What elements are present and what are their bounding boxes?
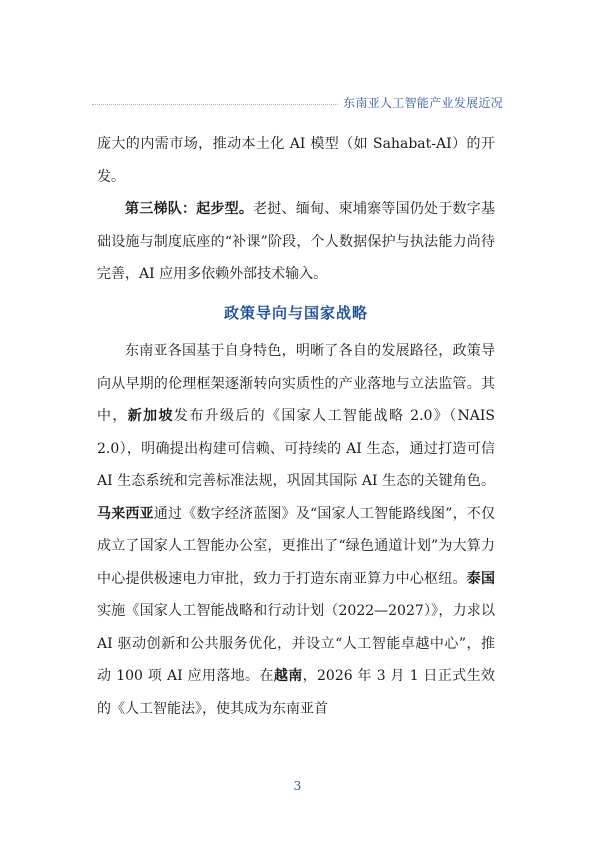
section-heading: 政策导向与国家战略 <box>223 303 368 322</box>
country-vietnam: 越南 <box>273 668 303 684</box>
header-dotted-rule <box>92 104 338 105</box>
policy-text-1: 东南亚各国基于自身特色，明晰了各自的发展路径，政策导向从早期的伦理框架逐渐转向实质性的产业落地与立法监管。其中， <box>97 343 495 424</box>
tier-three-label: 第三梯队：起步型。 <box>125 201 254 217</box>
policy-text-3: 通过《数字经济蓝图》及“国家人工智能路线图”，不仅成立了国家人工智能办公室，更推出了“绿色通道计划”为大算力中心提供极速电力审批，致力于打造东南亚算力中心枢纽。 <box>97 505 495 587</box>
country-malaysia: 马来西亚 <box>97 505 154 522</box>
paragraph-continued: 庞大的内需市场，推动本土化 AI 模型（如 Sahabat-AI）的开发。 <box>97 136 495 185</box>
paragraph-policy <box>97 335 495 725</box>
page-body <box>97 128 495 725</box>
paragraph-tier-three <box>97 193 495 291</box>
country-thailand: 泰国 <box>466 570 496 587</box>
running-header <box>92 94 503 110</box>
header-title: 东南亚人工智能产业发展近况 <box>343 96 503 110</box>
country-singapore: 新加坡 <box>127 408 174 424</box>
policy-text-2: 发布升级后的《国家人工智能战略 2.0》（NAIS 2.0），明确提出构建可信赖、可持续的 AI 生态，通过打造可信 AI 生态系统和完善标准法规，巩固其国际 AI 生态的关键角色。 <box>97 408 496 489</box>
page-number: 3 <box>293 779 302 793</box>
policy-text-4: 实施《国家人工智能战略和行动计划（2022—2027）》，力求以 AI 驱动创新和公共服务优化，并设立“人工智能卓越中心”，推动 100 项 AI 应用落地。在 <box>97 603 495 684</box>
policy-text-5: ，2026 年 3 月 1 日正式生效的《人工智能法》，使其成为东南亚首 <box>97 668 495 717</box>
tier-three-text: 老挝、缅甸、柬埔寨等国仍处于数字基础设施与制度底座的“补课”阶段，个人数据保护与执法能力尚待完善，AI 应用多依赖外部技术输入。 <box>97 201 496 282</box>
